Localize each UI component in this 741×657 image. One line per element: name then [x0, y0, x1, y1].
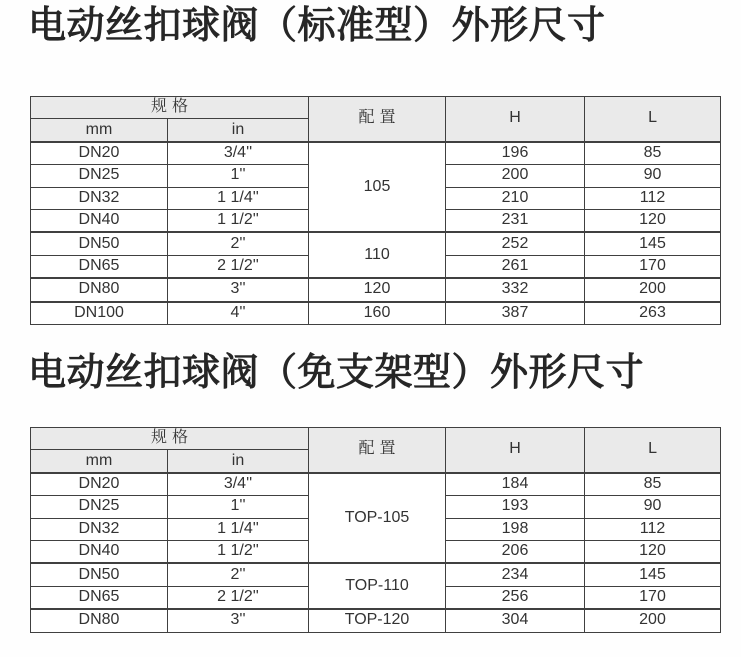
table-row [31, 278, 721, 301]
table-body [31, 142, 721, 325]
cell-dn-size: DN25 [31, 165, 168, 187]
cell-config: TOP-120 [309, 609, 446, 632]
cell-l-dimension: 145 [585, 232, 721, 255]
header-in: in [168, 119, 309, 142]
cell-h-dimension: 261 [446, 255, 585, 278]
header-spec-group: 规格 [31, 97, 309, 119]
cell-inch-size: 3/4'' [168, 142, 309, 165]
header-config: 配置 [309, 428, 446, 473]
header-mm: mm [31, 450, 168, 473]
cell-dn-size: DN65 [31, 586, 168, 609]
cell-dn-size: DN80 [31, 278, 168, 301]
cell-dn-size: DN50 [31, 563, 168, 586]
cell-dn-size: DN80 [31, 609, 168, 632]
cell-inch-size: 1 1/2'' [168, 540, 309, 563]
cell-dn-size: DN25 [31, 496, 168, 518]
header-spec-group: 规格 [31, 428, 309, 450]
header-in: in [168, 450, 309, 473]
table-row [31, 302, 721, 325]
cell-l-dimension: 170 [585, 586, 721, 609]
standard-dimensions-table [30, 96, 721, 325]
cell-config: 160 [309, 302, 446, 325]
table-row [31, 563, 721, 586]
cell-inch-size: 1 1/4'' [168, 518, 309, 540]
table-header [31, 97, 721, 142]
cell-h-dimension: 193 [446, 496, 585, 518]
cell-dn-size: DN40 [31, 209, 168, 232]
table-header [31, 428, 721, 473]
cell-dn-size: DN40 [31, 540, 168, 563]
cell-h-dimension: 387 [446, 302, 585, 325]
cell-config: 105 [309, 142, 446, 233]
section-title-standard: 电动丝扣球阀（标准型）外形尺寸 [28, 5, 606, 47]
header-row-groups [31, 428, 721, 450]
cell-h-dimension: 206 [446, 540, 585, 563]
cell-l-dimension: 85 [585, 473, 721, 496]
cell-h-dimension: 210 [446, 187, 585, 209]
cell-l-dimension: 200 [585, 278, 721, 301]
cell-inch-size: 1'' [168, 496, 309, 518]
cell-l-dimension: 112 [585, 187, 721, 209]
header-h: H [446, 97, 585, 142]
cell-dn-size: DN65 [31, 255, 168, 278]
table-row [31, 609, 721, 632]
header-h: H [446, 428, 585, 473]
cell-l-dimension: 120 [585, 209, 721, 232]
cell-dn-size: DN50 [31, 232, 168, 255]
cell-inch-size: 2 1/2'' [168, 586, 309, 609]
cell-dn-size: DN100 [31, 302, 168, 325]
cell-inch-size: 1 1/4'' [168, 187, 309, 209]
section-title-bracket-free: 电动丝扣球阀（免支架型）外形尺寸 [28, 352, 645, 394]
cell-inch-size: 2 1/2'' [168, 255, 309, 278]
cell-h-dimension: 252 [446, 232, 585, 255]
cell-dn-size: DN32 [31, 518, 168, 540]
cell-h-dimension: 256 [446, 586, 585, 609]
cell-l-dimension: 85 [585, 142, 721, 165]
header-l: L [585, 97, 721, 142]
cell-h-dimension: 184 [446, 473, 585, 496]
cell-inch-size: 4'' [168, 302, 309, 325]
cell-h-dimension: 196 [446, 142, 585, 165]
header-row-groups [31, 97, 721, 119]
cell-l-dimension: 90 [585, 496, 721, 518]
cell-l-dimension: 263 [585, 302, 721, 325]
cell-inch-size: 2'' [168, 232, 309, 255]
cell-h-dimension: 332 [446, 278, 585, 301]
cell-inch-size: 3'' [168, 278, 309, 301]
cell-dn-size: DN20 [31, 142, 168, 165]
header-config: 配置 [309, 97, 446, 142]
cell-l-dimension: 120 [585, 540, 721, 563]
cell-dn-size: DN32 [31, 187, 168, 209]
cell-l-dimension: 145 [585, 563, 721, 586]
cell-l-dimension: 112 [585, 518, 721, 540]
cell-config: TOP-105 [309, 473, 446, 564]
cell-inch-size: 2'' [168, 563, 309, 586]
header-l: L [585, 428, 721, 473]
cell-l-dimension: 90 [585, 165, 721, 187]
table-body [31, 473, 721, 632]
cell-l-dimension: 170 [585, 255, 721, 278]
cell-config: TOP-110 [309, 563, 446, 609]
header-mm: mm [31, 119, 168, 142]
cell-inch-size: 1 1/2'' [168, 209, 309, 232]
cell-inch-size: 3/4'' [168, 473, 309, 496]
cell-config: 120 [309, 278, 446, 301]
cell-dn-size: DN20 [31, 473, 168, 496]
table-row [31, 232, 721, 255]
cell-inch-size: 1'' [168, 165, 309, 187]
table-row [31, 142, 721, 165]
cell-config: 110 [309, 232, 446, 278]
cell-h-dimension: 231 [446, 209, 585, 232]
table-row [31, 473, 721, 496]
cell-h-dimension: 304 [446, 609, 585, 632]
cell-h-dimension: 234 [446, 563, 585, 586]
cell-l-dimension: 200 [585, 609, 721, 632]
bracket-free-dimensions-table [30, 427, 721, 633]
cell-h-dimension: 198 [446, 518, 585, 540]
cell-inch-size: 3'' [168, 609, 309, 632]
cell-h-dimension: 200 [446, 165, 585, 187]
